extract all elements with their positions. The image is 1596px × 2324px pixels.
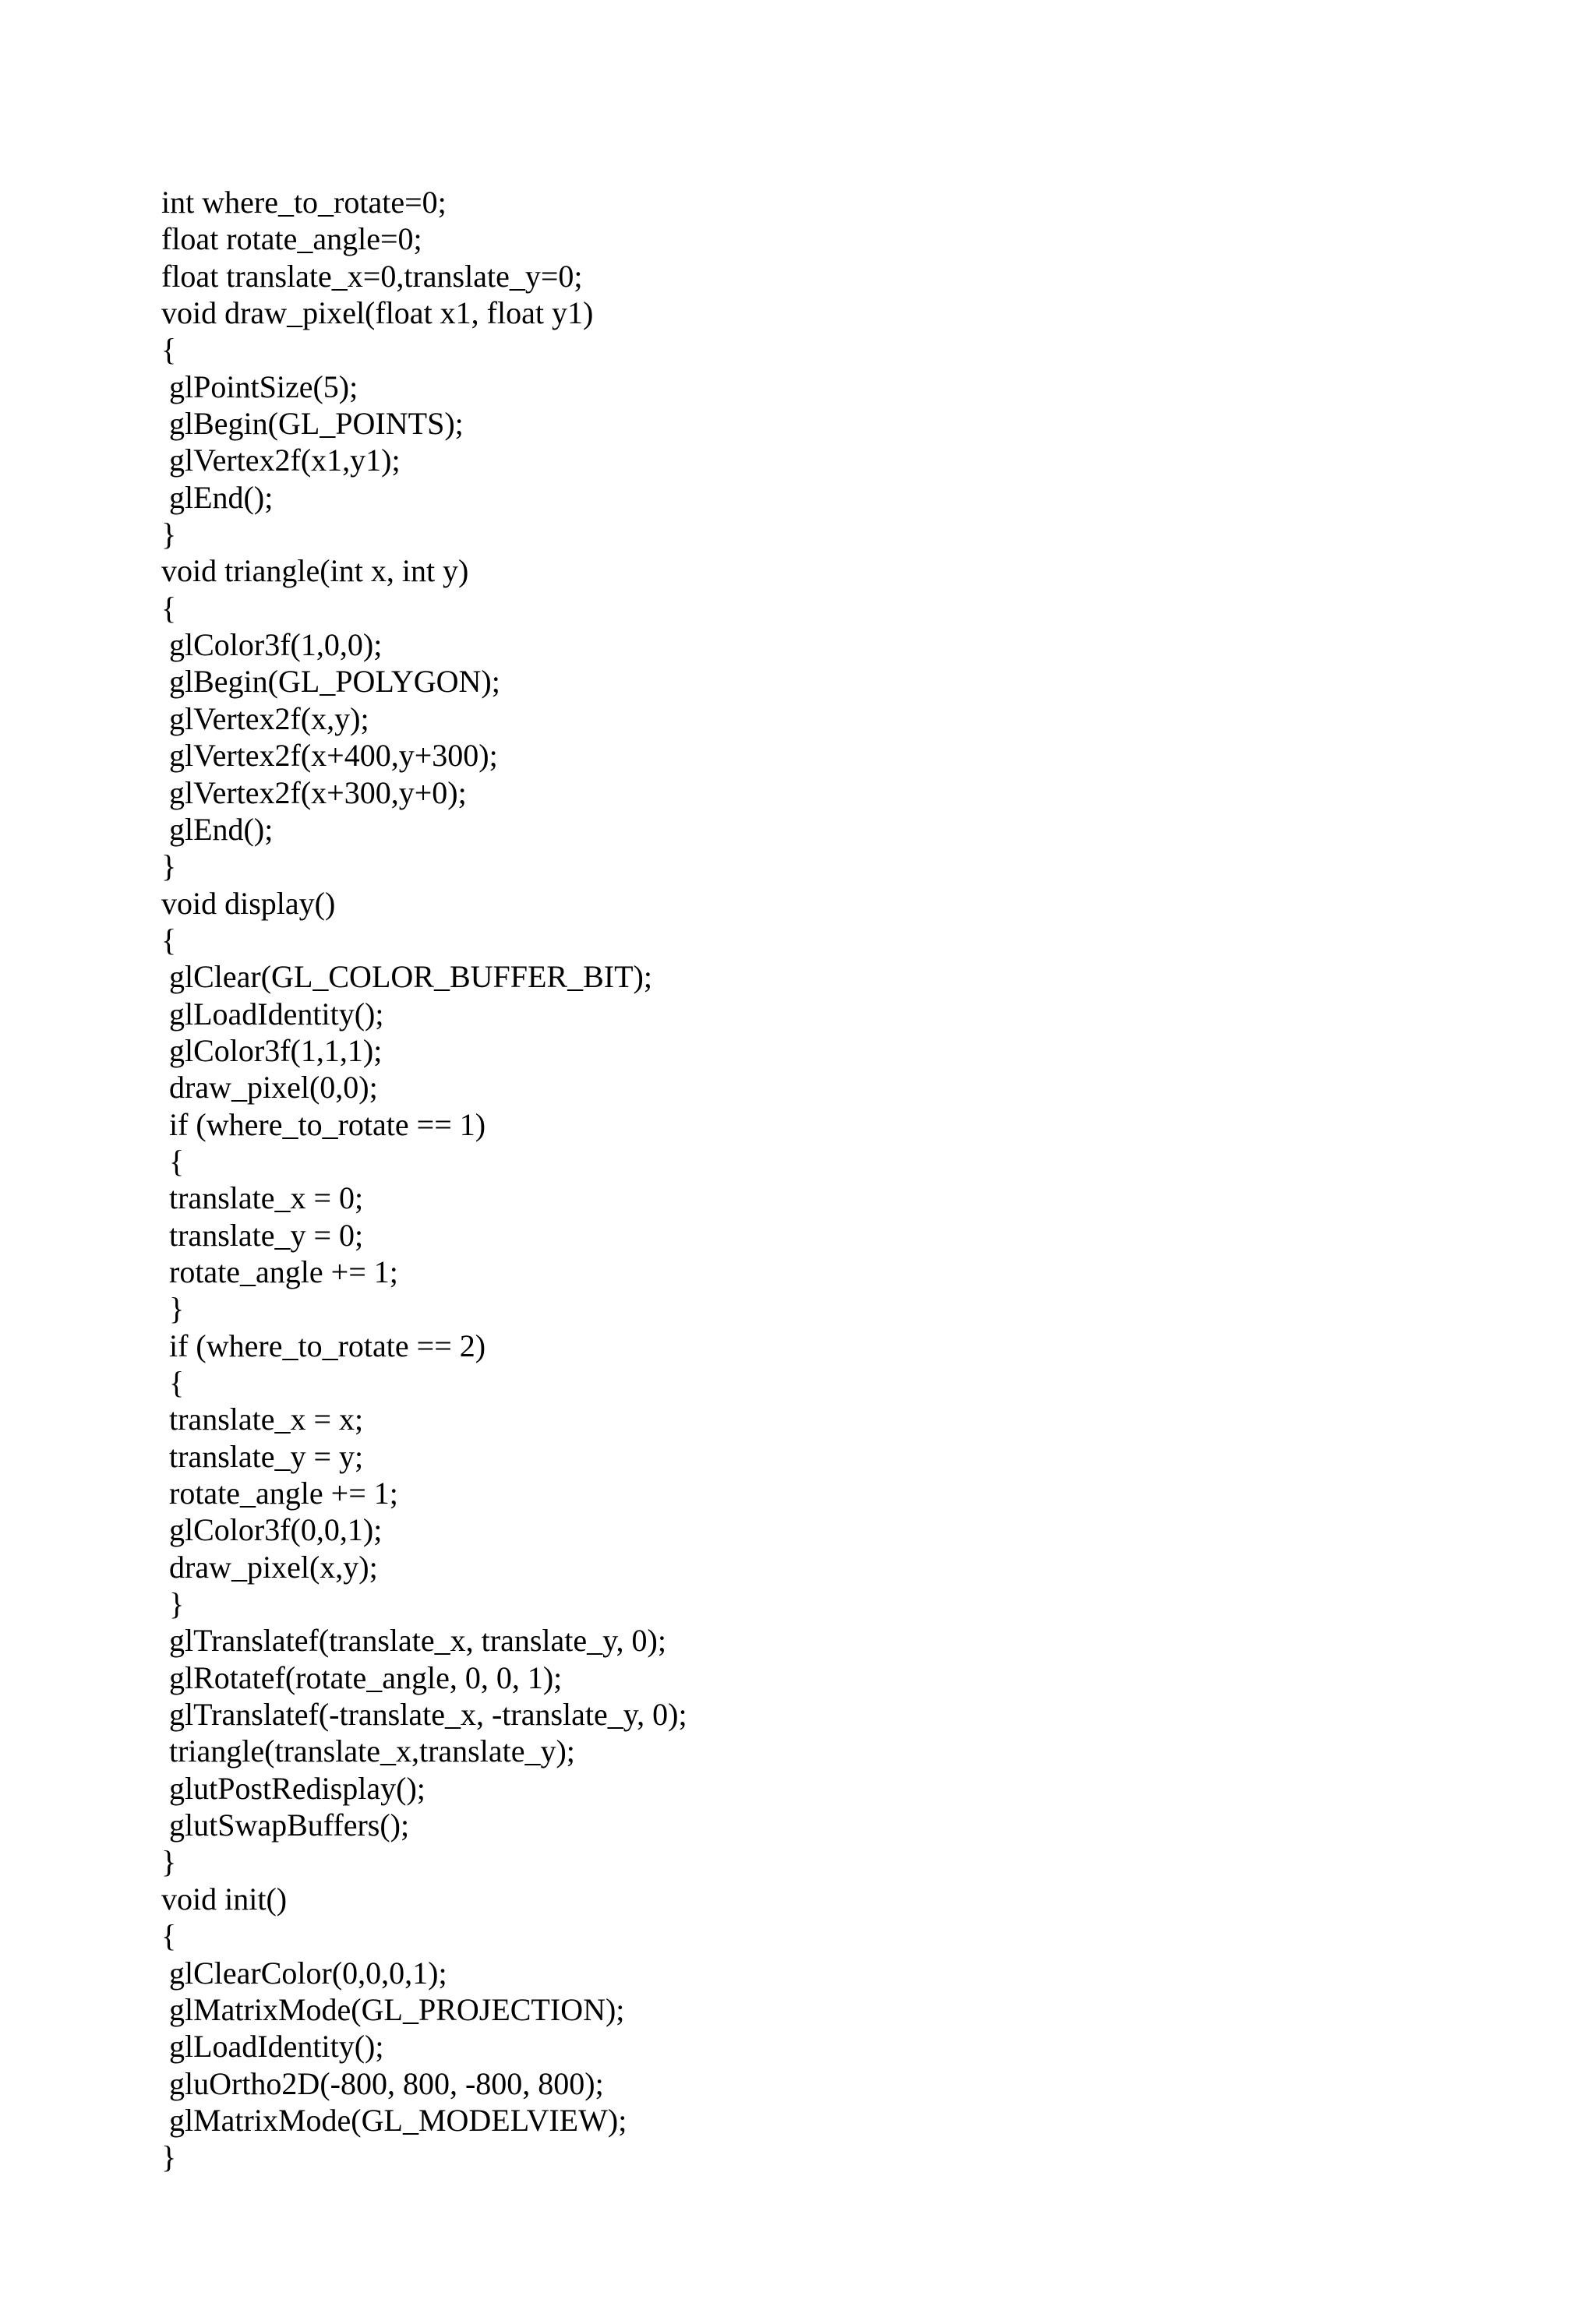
code-line: { xyxy=(161,1143,185,1179)
code-line: glutSwapBuffers(); xyxy=(161,1807,410,1843)
code-line: glTranslatef(-translate_x, -translate_y, 0); xyxy=(161,1697,687,1733)
code-line: glEnd(); xyxy=(161,811,274,847)
code-line: glClear(GL_COLOR_BUFFER_BIT); xyxy=(161,959,652,995)
code-line: { xyxy=(161,1365,185,1400)
code-line: glPointSize(5); xyxy=(161,369,358,404)
code-line: glColor3f(1,1,1); xyxy=(161,1032,383,1068)
code-line: rotate_angle += 1; xyxy=(161,1254,398,1289)
code-line: glBegin(GL_POLYGON); xyxy=(161,664,500,700)
code-line: triangle(translate_x,translate_y); xyxy=(161,1733,575,1769)
code-line: } xyxy=(161,2139,177,2175)
code-line: void init() xyxy=(161,1881,288,1917)
code-line: if (where_to_rotate == 2) xyxy=(161,1328,486,1363)
code-line: glVertex2f(x1,y1); xyxy=(161,443,401,478)
code-line: glColor3f(1,0,0); xyxy=(161,627,383,663)
code-line: draw_pixel(x,y); xyxy=(161,1549,378,1585)
code-line: translate_x = 0; xyxy=(161,1180,364,1216)
code-line: float rotate_angle=0; xyxy=(161,221,422,257)
code-line: translate_y = 0; xyxy=(161,1217,364,1253)
code-line: { xyxy=(161,590,177,626)
code-line: glMatrixMode(GL_PROJECTION); xyxy=(161,1991,625,2027)
code-line: } xyxy=(161,1291,185,1327)
code-line: glEnd(); xyxy=(161,479,274,515)
code-line: } xyxy=(161,1586,185,1622)
code-line: void triangle(int x, int y) xyxy=(161,553,469,589)
code-line: { xyxy=(161,332,177,368)
code-line: glMatrixMode(GL_MODELVIEW); xyxy=(161,2102,627,2138)
code-line: glVertex2f(x+300,y+0); xyxy=(161,774,467,810)
code-line: glBegin(GL_POINTS); xyxy=(161,406,464,442)
code-line: rotate_angle += 1; xyxy=(161,1476,398,1511)
code-line: void display() xyxy=(161,885,336,921)
code-line: int where_to_rotate=0; xyxy=(161,185,447,220)
code-line: glColor3f(0,0,1); xyxy=(161,1512,383,1548)
code-line: } xyxy=(161,517,177,552)
code-line: void draw_pixel(float x1, float y1) xyxy=(161,295,594,331)
code-line: float translate_x=0,translate_y=0; xyxy=(161,258,583,294)
code-line: glutPostRedisplay(); xyxy=(161,1770,425,1806)
code-block xyxy=(161,184,1486,2176)
code-line: } xyxy=(161,1844,177,1880)
code-line: if (where_to_rotate == 1) xyxy=(161,1106,486,1142)
code-line: glClearColor(0,0,0,1); xyxy=(161,1955,447,1991)
code-line: glVertex2f(x,y); xyxy=(161,700,369,736)
code-line: translate_x = x; xyxy=(161,1402,364,1437)
code-line: glVertex2f(x+400,y+300); xyxy=(161,738,498,774)
code-line: glTranslatef(translate_x, translate_y, 0); xyxy=(161,1623,666,1659)
code-line: glRotatef(rotate_angle, 0, 0, 1); xyxy=(161,1659,563,1695)
code-line: glLoadIdentity(); xyxy=(161,996,384,1032)
code-line: { xyxy=(161,1918,177,1954)
code-line: translate_y = y; xyxy=(161,1438,364,1474)
code-line: gluOrtho2D(-800, 800, -800, 800); xyxy=(161,2065,604,2101)
code-line: } xyxy=(161,848,177,884)
code-line: draw_pixel(0,0); xyxy=(161,1070,378,1106)
code-line: glLoadIdentity(); xyxy=(161,2029,384,2065)
code-line: { xyxy=(161,922,177,957)
